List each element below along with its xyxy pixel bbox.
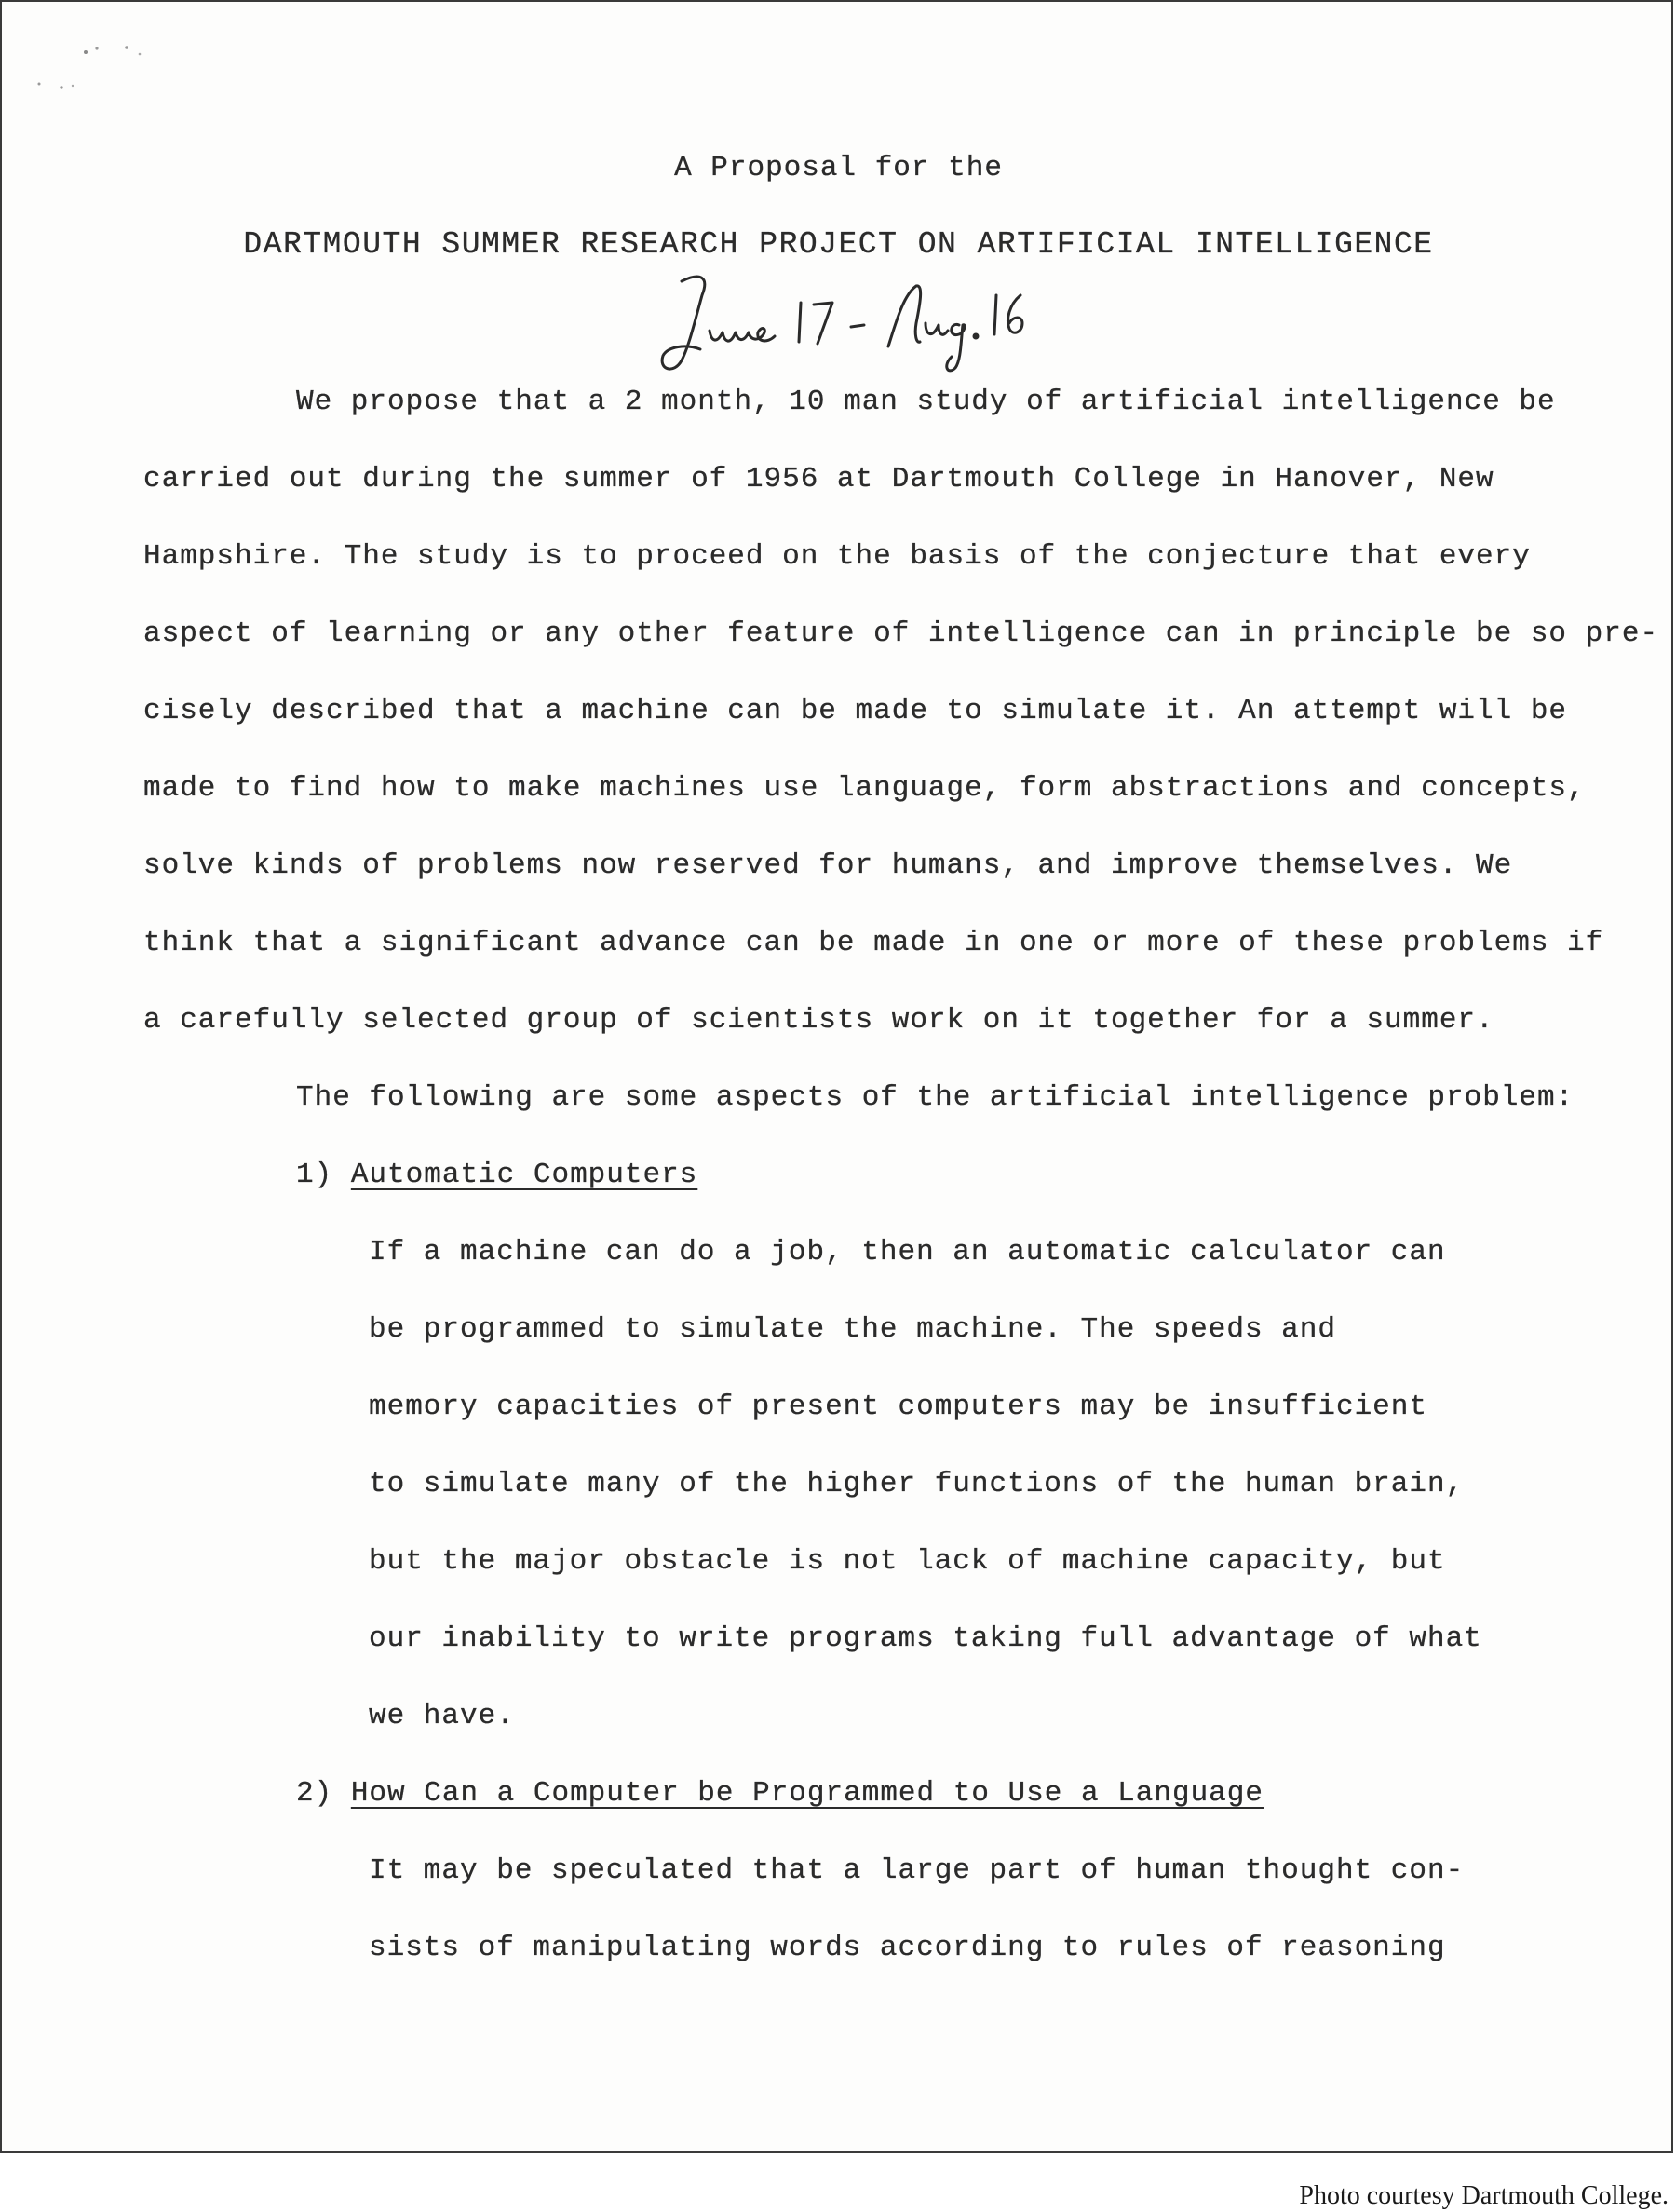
section-1-line-3: memory capacities of present computers may be insufficient [369, 1391, 1427, 1423]
intro-line-6: made to find how to make machines use language, form abstractions and concepts, [143, 772, 1586, 805]
photo-credit: Photo courtesy Dartmouth College. [1299, 2181, 1669, 2210]
section-2-number: 2) [296, 1777, 333, 1810]
section-1-number: 1) [296, 1159, 333, 1191]
intro-line-5: cisely described that a machine can be made to simulate it. An attempt will be [143, 695, 1568, 727]
section-2-heading: How Can a Computer be Programmed to Use a Language [350, 1777, 1264, 1810]
section-2-line-2: sists of manipulating words according to rules of reasoning [369, 1932, 1446, 1964]
section-1-heading-line [296, 1157, 697, 1194]
section-2-line-1: It may be speculated that a large part of human thought con- [369, 1854, 1465, 1887]
aspects-intro: The following are some aspects of the artificial intelligence problem: [296, 1081, 1575, 1114]
intro-line-7: solve kinds of problems now reserved for humans, and improve themselves. We [143, 849, 1513, 882]
intro-line-8: think that a significant advance can be made in one or more of these problems if [143, 927, 1604, 959]
intro-line-3: Hampshire. The study is to proceed on the basis of the conjecture that every [143, 540, 1531, 573]
handwritten-date-annotation [644, 258, 1129, 388]
section-1-line-7: we have. [369, 1700, 515, 1732]
scan-specks [30, 39, 179, 95]
pre-title: A Proposal for the [674, 152, 1003, 184]
intro-line-4: aspect of learning or any other feature of intelligence can in principle be so pre- [143, 617, 1659, 650]
section-1-line-1: If a machine can do a job, then an automatic calculator can [369, 1236, 1446, 1269]
document-title: DARTMOUTH SUMMER RESEARCH PROJECT ON ARTIFICIAL INTELLIGENCE [243, 227, 1434, 262]
intro-line-9: a carefully selected group of scientists work on it together for a summer. [143, 1004, 1494, 1037]
section-1-line-6: our inability to write programs taking full advantage of what [369, 1622, 1482, 1655]
section-2-heading-line [296, 1775, 1264, 1812]
intro-line-2: carried out during the summer of 1956 at Dartmouth College in Hanover, New [143, 463, 1494, 495]
section-1-line-4: to simulate many of the higher functions of the human brain, [369, 1468, 1465, 1500]
intro-line-1: We propose that a 2 month, 10 man study of artificial intelligence be [296, 386, 1556, 418]
section-1-heading: Automatic Computers [350, 1159, 698, 1191]
section-1-line-2: be programmed to simulate the machine. The speeds and [369, 1313, 1336, 1346]
section-1-line-5: but the major obstacle is not lack of machine capacity, but [369, 1545, 1446, 1578]
